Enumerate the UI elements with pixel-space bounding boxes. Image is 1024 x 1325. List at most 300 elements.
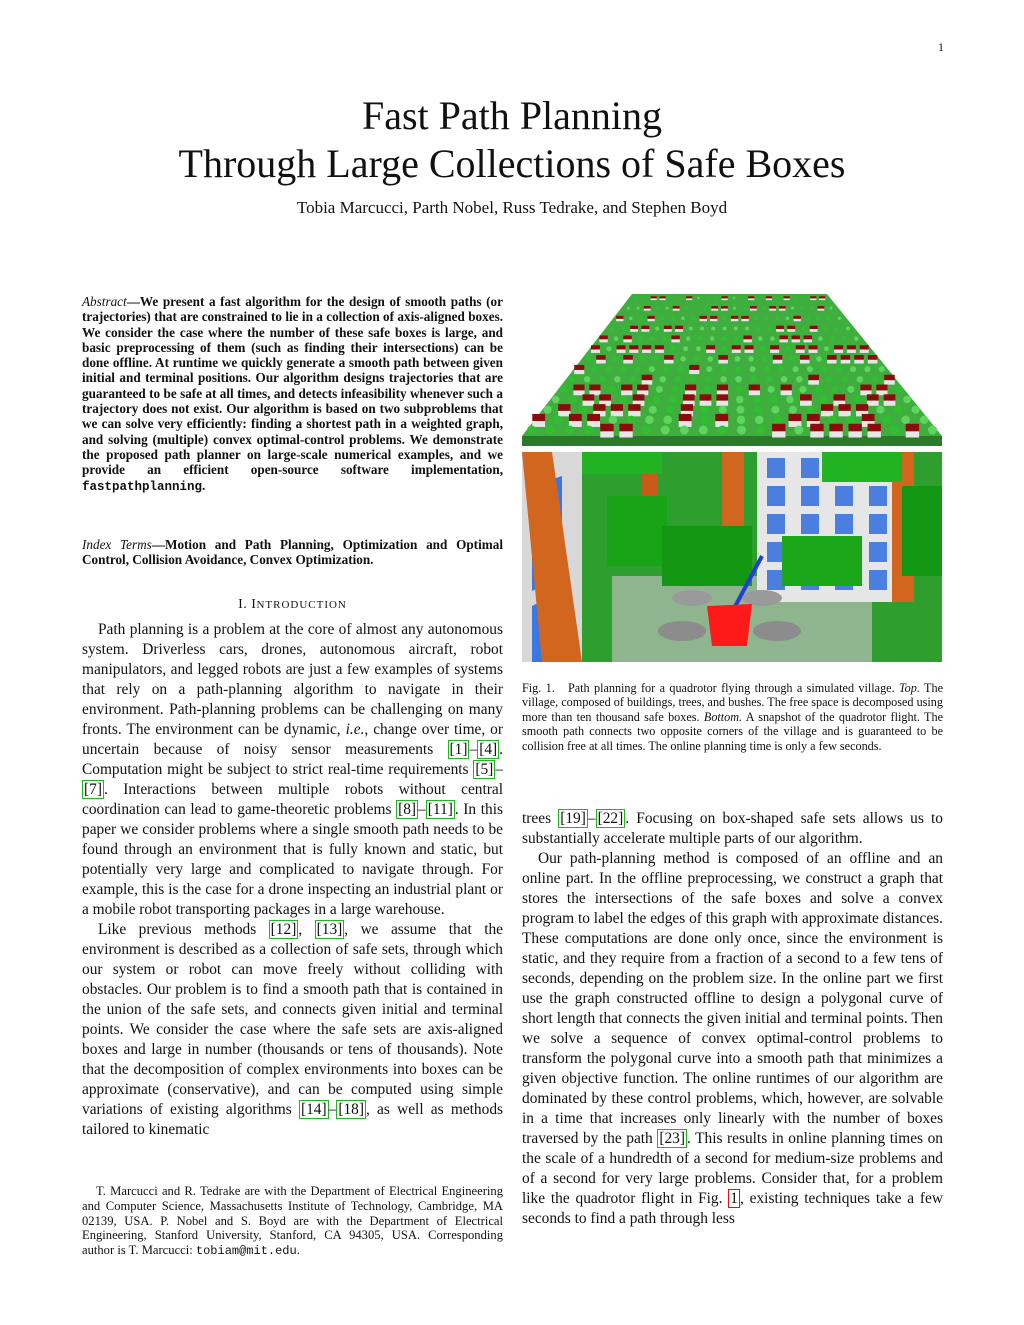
- building-wall: [809, 349, 818, 352]
- building-wall: [700, 401, 712, 406]
- tree-canopy: [629, 317, 633, 321]
- tree-canopy: [754, 317, 758, 321]
- rotor: [672, 590, 712, 606]
- building-roof: [623, 355, 633, 360]
- tree-canopy: [764, 366, 770, 372]
- tree-canopy: [775, 317, 779, 321]
- building-roof: [867, 394, 879, 400]
- tree-canopy: [823, 326, 827, 330]
- building-roof: [647, 316, 654, 319]
- building-wall: [784, 298, 790, 300]
- building-roof: [750, 306, 757, 309]
- tree-canopy: [585, 356, 591, 362]
- tree-canopy: [579, 406, 587, 414]
- tree-canopy: [627, 416, 636, 425]
- tree-canopy: [678, 366, 684, 372]
- citation-link[interactable]: [14]: [300, 1101, 327, 1118]
- arxiv-stamp: [24, 370, 64, 930]
- author-list: Tobia Marcucci, Parth Nobel, Russ Tedrake, and Stephen Boyd: [296, 198, 728, 217]
- tree-canopy: [736, 406, 744, 414]
- tree-canopy: [883, 416, 892, 425]
- building-roof: [854, 355, 864, 360]
- building-roof: [681, 404, 693, 411]
- tree-canopy: [696, 346, 701, 351]
- window: [801, 486, 819, 506]
- tree-canopy: [879, 366, 885, 372]
- tree-canopy: [847, 416, 856, 425]
- text-run: . This results in online planning times on the scale of a hundredth of a second for medium-size problems and of a second for very large problems. Consider that, for a problem like the quadrotor flight in Fig.: [522, 1130, 943, 1207]
- citation-link[interactable]: [7]: [84, 781, 102, 798]
- building-wall: [800, 360, 810, 364]
- citation-link[interactable]: [12]: [270, 921, 297, 938]
- building-roof: [715, 414, 728, 421]
- building-roof: [633, 394, 645, 400]
- building-wall: [906, 431, 919, 437]
- tree-canopy: [660, 376, 667, 383]
- tree-canopy: [760, 346, 765, 351]
- intro-paragraph-3: [522, 849, 943, 1229]
- building-roof: [722, 296, 728, 298]
- intro-paragraph-1: [82, 620, 503, 920]
- building-roof: [787, 326, 795, 329]
- building-roof: [776, 326, 784, 329]
- tree-canopy: [692, 317, 696, 321]
- tree-canopy: [807, 366, 813, 372]
- building-wall: [718, 360, 728, 364]
- building-roof: [810, 424, 823, 432]
- tree-canopy: [864, 366, 870, 372]
- tree-canopy: [697, 297, 700, 300]
- building-wall: [591, 349, 600, 352]
- tree-canopy: [826, 376, 833, 383]
- building-wall: [721, 309, 728, 311]
- tree-canopy: [735, 366, 741, 372]
- tree-canopy: [634, 366, 640, 372]
- tree-canopy: [640, 356, 646, 362]
- tree-canopy: [672, 386, 679, 393]
- tree-canopy: [821, 366, 827, 372]
- tree-canopy: [700, 416, 709, 425]
- window: [869, 542, 887, 562]
- tree-canopy: [801, 326, 805, 330]
- tree-canopy: [753, 396, 761, 404]
- tree-canopy: [903, 396, 911, 404]
- building-wall: [821, 411, 833, 417]
- citation-link[interactable]: [23]: [659, 1130, 685, 1147]
- tree-canopy: [686, 336, 691, 341]
- building-roof: [655, 345, 664, 349]
- building-wall: [716, 401, 728, 406]
- citation-link[interactable]: [18]: [338, 1101, 364, 1118]
- tree-canopy: [715, 297, 718, 300]
- building-wall: [884, 401, 896, 406]
- building-wall: [781, 390, 792, 395]
- tree-canopy: [854, 336, 859, 341]
- building-wall: [808, 380, 819, 385]
- building-wall: [792, 339, 800, 342]
- rotor: [658, 621, 706, 641]
- tree-canopy: [620, 366, 626, 372]
- text-run: –: [418, 801, 426, 818]
- building-wall: [854, 360, 864, 364]
- building-wall: [629, 349, 638, 352]
- building-wall: [583, 401, 595, 406]
- tree-canopy: [818, 336, 823, 341]
- building-wall: [860, 349, 869, 352]
- tree-canopy: [629, 376, 636, 383]
- building-roof: [716, 394, 728, 400]
- building-roof: [818, 306, 825, 309]
- tree-canopy: [569, 376, 576, 383]
- building-wall: [838, 411, 850, 417]
- building-wall: [810, 329, 818, 332]
- building-wall: [642, 380, 653, 385]
- tree-canopy: [748, 356, 754, 362]
- text-run: Path planning is a problem at the core of almost any autonomous system. Driverless cars, drones, autonomous aircraft, robot manipulators, and legged robots are just a few examples of systems that rely on a path-planning algorithm to navigate in their environment. Path-planning problems can be challenging on many fronts. The environment can be dynamic,: [82, 621, 503, 738]
- tree-canopy: [608, 386, 615, 393]
- tree-canopy: [700, 326, 704, 330]
- building-roof: [651, 296, 657, 298]
- tree-canopy: [652, 396, 660, 404]
- caption-text: The village, composed of buildings, trees, and bushes. The free space is decomposed using more than ten thousand safe boxes.: [522, 681, 944, 724]
- building-roof: [583, 394, 595, 400]
- tree-canopy: [912, 406, 920, 414]
- building-wall: [868, 360, 878, 364]
- index-terms: [82, 537, 503, 568]
- tree-canopy: [795, 297, 798, 300]
- tree-canopy: [817, 317, 821, 321]
- affiliation-footnote: [82, 1184, 503, 1259]
- tree-canopy: [638, 336, 643, 341]
- tree-canopy: [560, 386, 567, 393]
- tree-canopy: [569, 396, 577, 404]
- tree-canopy: [789, 356, 795, 362]
- index-terms-text: —Motion and Path Planning, Optimization and Optimal Control, Collision Avoidance, Convex Optimization.: [82, 537, 503, 568]
- building-roof: [821, 404, 833, 411]
- caption-top-label: Top.: [899, 681, 920, 695]
- building-wall: [819, 298, 825, 300]
- tree-canopy: [754, 406, 762, 414]
- building-wall: [664, 329, 672, 332]
- tree-canopy: [680, 426, 689, 435]
- tree-canopy: [656, 386, 663, 393]
- building-wall: [641, 329, 649, 332]
- building-roof: [743, 335, 751, 339]
- building-roof: [772, 424, 785, 432]
- tree-canopy: [649, 366, 655, 372]
- tree-canopy: [565, 426, 574, 435]
- building-wall: [780, 339, 788, 342]
- building-roof: [779, 306, 786, 309]
- building-wall: [596, 360, 606, 364]
- tree-canopy: [734, 336, 739, 341]
- citation-link[interactable]: [4]: [479, 741, 498, 758]
- building-roof: [664, 326, 672, 329]
- tree-canopy: [810, 307, 813, 310]
- building-wall: [749, 390, 760, 395]
- building-wall: [773, 360, 783, 364]
- tree-canopy: [666, 406, 674, 414]
- building-wall: [731, 319, 738, 321]
- building-roof: [675, 326, 683, 329]
- citation-link[interactable]: [8]: [398, 801, 417, 818]
- building-roof: [558, 404, 570, 411]
- index-terms-label: Index Terms: [82, 537, 152, 552]
- tree-canopy: [653, 356, 659, 362]
- tree-canopy: [735, 376, 742, 383]
- caption-bottom-label: Bottom.: [703, 709, 743, 724]
- tree-canopy: [850, 366, 856, 372]
- tree-canopy: [791, 307, 794, 310]
- tree-canopy: [642, 426, 651, 435]
- building-roof: [781, 385, 792, 391]
- window: [869, 570, 887, 590]
- building-wall: [700, 319, 707, 321]
- building-roof: [711, 306, 718, 309]
- tree-canopy: [705, 376, 712, 383]
- tree-canopy: [663, 416, 672, 425]
- tree-canopy: [721, 366, 727, 372]
- tree-canopy: [614, 336, 619, 341]
- building-wall: [787, 329, 795, 332]
- tree-canopy: [609, 416, 618, 425]
- building-roof: [589, 385, 600, 391]
- building-roof: [596, 355, 606, 360]
- tree-canopy: [711, 326, 715, 330]
- building-wall: [574, 370, 584, 374]
- tree-canopy: [928, 426, 937, 435]
- tree-canopy: [669, 396, 677, 404]
- introduction-left-column: [82, 620, 503, 1140]
- tree-canopy: [708, 356, 714, 362]
- tree-canopy: [584, 426, 593, 435]
- building-roof: [789, 414, 802, 421]
- tree-canopy: [701, 406, 709, 414]
- tree-canopy: [801, 307, 804, 310]
- building-wall: [558, 411, 570, 417]
- window: [835, 514, 853, 534]
- rotor: [753, 621, 801, 641]
- tree-canopy: [719, 406, 727, 414]
- building-wall: [532, 421, 545, 427]
- caption-label: Fig. 1.: [522, 681, 555, 695]
- tree-canopy: [799, 386, 806, 393]
- building-roof: [741, 316, 748, 319]
- building-roof: [847, 345, 856, 349]
- tree-canopy: [635, 297, 638, 300]
- building-roof: [630, 326, 638, 329]
- building-wall: [810, 431, 823, 437]
- tree-canopy: [857, 376, 864, 383]
- building-wall: [847, 349, 856, 352]
- text-run: trees: [522, 810, 559, 827]
- building-roof: [745, 345, 754, 349]
- tree-canopy: [733, 297, 736, 300]
- building-roof: [804, 335, 812, 339]
- tree-canopy: [723, 317, 727, 321]
- building-roof: [807, 414, 820, 421]
- building-wall: [630, 329, 638, 332]
- tree-canopy: [720, 376, 727, 383]
- window: [835, 486, 853, 506]
- tree-canopy: [836, 366, 842, 372]
- tree-canopy: [786, 317, 790, 321]
- tree-canopy: [671, 317, 675, 321]
- building-roof: [800, 394, 812, 400]
- building-roof: [841, 355, 851, 360]
- citation-link[interactable]: [13]: [316, 921, 343, 938]
- tree-canopy: [767, 326, 771, 330]
- tree-canopy: [606, 366, 612, 372]
- building-wall: [796, 349, 805, 352]
- tree-canopy: [645, 416, 654, 425]
- tree-canopy: [816, 356, 822, 362]
- building-roof: [884, 375, 895, 380]
- software-name: fastpathplanning: [82, 479, 203, 494]
- building-wall: [794, 319, 801, 321]
- tree-canopy: [806, 317, 810, 321]
- abstract-end: .: [202, 477, 206, 493]
- building-wall: [628, 411, 640, 417]
- building-roof: [766, 296, 772, 298]
- building-roof: [848, 424, 861, 432]
- tree-canopy: [877, 406, 885, 414]
- building-wall: [621, 390, 632, 395]
- tree-canopy: [737, 426, 746, 435]
- tree-canopy: [704, 307, 707, 310]
- tree-canopy: [742, 297, 745, 300]
- tree-canopy: [841, 376, 848, 383]
- building-roof: [796, 345, 805, 349]
- building-roof: [569, 414, 582, 421]
- building-wall: [644, 309, 651, 311]
- building-wall: [772, 431, 785, 437]
- text-run: . Interactions between multiple robots without central coordination can lead to game-theoretic problems: [82, 781, 503, 818]
- building-wall: [706, 349, 715, 352]
- tree-canopy: [773, 416, 782, 425]
- citation-link[interactable]: [11]: [427, 801, 453, 818]
- tree-canopy: [751, 376, 758, 383]
- building-roof: [621, 385, 632, 391]
- introduction-right-column: [522, 809, 943, 1229]
- building-roof: [780, 335, 788, 339]
- tree-canopy: [683, 346, 688, 351]
- tree-canopy: [671, 297, 674, 300]
- window: [801, 514, 819, 534]
- building-roof: [599, 394, 611, 400]
- window: [801, 458, 819, 478]
- building-wall: [770, 349, 779, 352]
- building-roof: [748, 296, 754, 298]
- tree-canopy: [743, 307, 746, 310]
- section-first-letter: I: [251, 597, 257, 612]
- building-wall: [710, 319, 717, 321]
- building-roof: [809, 345, 818, 349]
- building-roof: [644, 306, 651, 309]
- building-roof: [619, 424, 632, 432]
- figure-reference-link[interactable]: 1: [730, 1190, 738, 1207]
- building-roof: [721, 306, 728, 309]
- building-wall: [818, 309, 825, 311]
- building-roof: [731, 316, 738, 319]
- tree-canopy: [699, 426, 708, 435]
- tree-canopy: [681, 317, 685, 321]
- building-wall: [868, 431, 881, 437]
- tree-canopy: [901, 416, 910, 425]
- caption-text: A snapshot of the quadrotor flight. The smooth path connects two opposite corners of the village and is guaranteed to be collision free at all times. The online planning time is only a few seconds.: [522, 709, 943, 753]
- tree-canopy: [644, 297, 647, 300]
- tree-canopy: [694, 307, 697, 310]
- building-roof: [810, 326, 818, 329]
- tree-canopy: [690, 376, 697, 383]
- abstract-text: —We present a fast algorithm for the design of smooth paths (or trajectories) that are constrained to lie in a collection of axis-aligned boxes. We consider the case where the number of these safe boxes is large, and basic preprocessing of them (such as finding their intersections) can be done offline. At runtime we quickly generate a smooth path between given initial and terminal positions. Our algorithm designs trajectories that are guaranteed to be safe at all times, and detects infeasibility whenever such a trajectory does not exist. Our algorithm is based on two subproblems that we can solve very efficiently: finding a shortest path in a weighted graph, and solving (multiple) convex optimal-control problems. We demonstrate the proposed path planner on large-scale numerical examples, and we provide an efficient open-source software implementation,: [82, 294, 503, 478]
- tree-canopy: [722, 336, 727, 341]
- citation-link[interactable]: [19]: [560, 810, 586, 827]
- building-wall: [776, 329, 784, 332]
- citation-link[interactable]: [1]: [449, 741, 468, 758]
- tree-canopy: [706, 366, 712, 372]
- figure-1-caption: [522, 681, 943, 753]
- building-roof: [689, 365, 699, 370]
- building-roof: [770, 345, 779, 349]
- text-run: –: [328, 1101, 337, 1118]
- tree-canopy: [853, 396, 861, 404]
- citation-link[interactable]: [22]: [597, 810, 624, 827]
- text-run-italic: i.e.: [345, 721, 365, 738]
- tree-canopy: [756, 326, 760, 330]
- building-roof: [769, 306, 776, 309]
- building-roof: [829, 424, 842, 432]
- tree-canopy: [655, 326, 659, 330]
- tree-canopy: [920, 416, 929, 425]
- tree-canopy: [765, 317, 769, 321]
- tree-canopy: [762, 356, 768, 362]
- paper-title: [0, 92, 1024, 188]
- building-roof: [700, 394, 712, 400]
- building-wall: [829, 431, 842, 437]
- tree-canopy: [661, 426, 670, 435]
- building-roof: [679, 414, 692, 421]
- text-run: , change over time, or uncertain because of noisy sensor measurements: [82, 721, 504, 758]
- building-wall: [611, 411, 623, 417]
- tree-canopy: [804, 297, 807, 300]
- building-roof: [617, 345, 626, 349]
- building-wall: [659, 298, 665, 300]
- building-roof: [856, 404, 868, 411]
- text-run: . Focusing on box-shaped safe sets allows us to substantially accelerate multiple parts of our algorithm.: [522, 810, 943, 847]
- tree-canopy: [552, 396, 560, 404]
- tree-canopy: [614, 376, 621, 383]
- building-roof: [827, 355, 837, 360]
- tree-canopy: [650, 336, 655, 341]
- building-roof: [642, 345, 651, 349]
- author-email[interactable]: tobiam@mit.edu: [195, 1244, 297, 1259]
- abstract: [82, 294, 503, 495]
- building-wall: [651, 298, 657, 300]
- tree-canopy: [584, 376, 591, 383]
- tree-canopy: [745, 326, 749, 330]
- building-roof: [810, 296, 816, 298]
- tree-canopy: [610, 326, 614, 330]
- building-roof: [717, 385, 728, 391]
- tree-canopy: [621, 326, 625, 330]
- building-roof: [819, 296, 825, 298]
- text-run: –: [587, 810, 596, 827]
- citation-link[interactable]: [5]: [475, 761, 494, 778]
- quadrotor-body: [707, 604, 752, 646]
- building-roof: [732, 345, 741, 349]
- tree-canopy: [846, 326, 850, 330]
